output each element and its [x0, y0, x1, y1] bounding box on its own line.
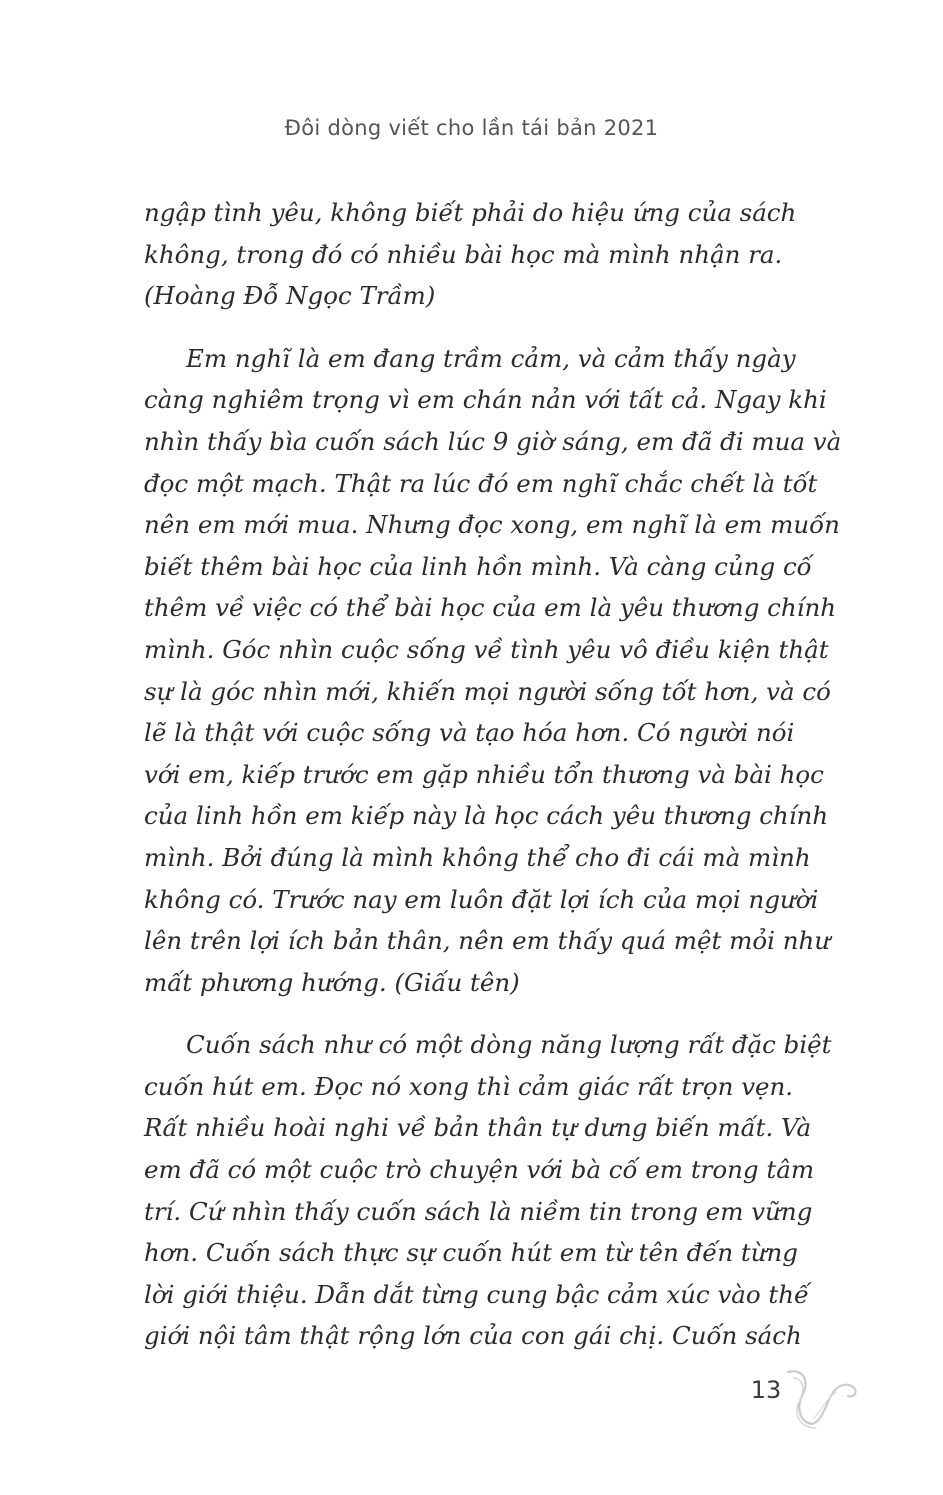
paragraph-2	[144, 338, 842, 1004]
text-line: càng nghiêm trọng vì em chán nản với tất cả. Ngay khi	[144, 385, 827, 415]
text-line: không có. Trước nay em luôn đặt lợi ích của mọi người	[144, 884, 819, 914]
text-line: biết thêm bài học của linh hồn mình. Và càng củng cố	[144, 551, 812, 581]
text-line: (Hoàng Đỗ Ngọc Trầm)	[144, 281, 436, 311]
text-line: với em, kiếp trước em gặp nhiều tổn thương và bài học	[144, 759, 824, 789]
page-number: 13	[750, 1376, 782, 1404]
text-line: Cuốn sách như có một dòng năng lượng rất đặc biệt	[186, 1030, 832, 1060]
text-line: không, trong đó có nhiều bài học mà mình nhận ra.	[144, 239, 783, 269]
text-line: giới nội tâm thật rộng lớn của con gái chị. Cuốn sách	[144, 1321, 802, 1351]
running-header: Đôi dòng viết cho lần tái bản 2021	[284, 116, 659, 140]
text-line: nhìn thấy bìa cuốn sách lúc 9 giờ sáng, em đã đi mua và	[144, 426, 842, 456]
paragraph-1	[144, 192, 797, 317]
text-line: ngập tình yêu, không biết phải do hiệu ứng của sách	[144, 198, 797, 227]
text-line: mất phương hướng. (Giấu tên)	[144, 967, 520, 997]
text-line: trí. Cứ nhìn thấy cuốn sách là niềm tin trong em vững	[144, 1196, 813, 1226]
text-line: mình. Bởi đúng là mình không thể cho đi cái mà mình	[144, 842, 811, 872]
text-line: lời giới thiệu. Dẫn dắt từng cung bậc cảm xúc vào thế	[144, 1279, 810, 1309]
text-line: lẽ là thật với cuộc sống và tạo hóa hơn. Có người nói	[144, 718, 795, 748]
text-line: Rất nhiều hoài nghi về bản thân tự dưng biến mất. Và	[144, 1113, 812, 1143]
text-line: sự là góc nhìn mới, khiến mọi người sống tốt hơn, và có	[144, 676, 831, 706]
text-line: cuốn hút em. Đọc nó xong thì cảm giác rất trọn vẹn.	[144, 1071, 794, 1101]
paragraph-gap	[144, 1003, 780, 1024]
text-line: đọc một mạch. Thật ra lúc đó em nghĩ chắc chết là tốt	[144, 468, 818, 498]
page-body	[144, 192, 842, 1357]
text-line: của linh hồn em kiếp này là học cách yêu thương chính	[144, 801, 829, 831]
text-line: lên trên lợi ích bản thân, nên em thấy quá mệt mỏi như	[144, 926, 831, 956]
text-line: Em nghĩ là em đang trầm cảm, và cảm thấy ngày	[186, 343, 796, 373]
text-line: thêm về việc có thể bài học của em là yêu thương chính	[144, 593, 837, 623]
paragraph-3	[144, 1024, 832, 1357]
text-line: nên em mới mua. Nhưng đọc xong, em nghĩ là em muốn	[144, 510, 840, 540]
text-line: mình. Góc nhìn cuộc sống về tình yêu vô điều kiện thật	[144, 634, 829, 664]
paragraph-gap	[144, 317, 780, 338]
text-line: hơn. Cuốn sách thực sự cuốn hút em từ tên đến từng	[144, 1238, 798, 1268]
text-line: em đã có một cuộc trò chuyện với bà cố em trong tâm	[144, 1155, 815, 1185]
